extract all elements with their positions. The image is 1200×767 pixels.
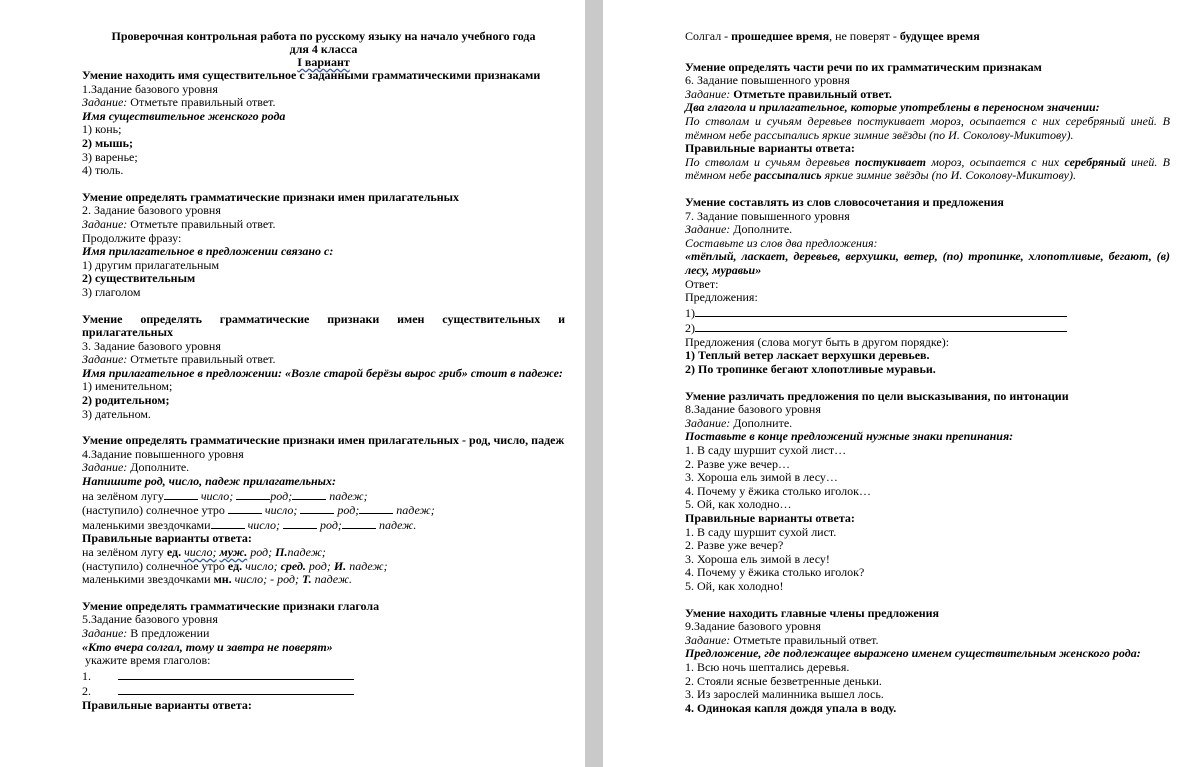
t7-skill: Умение составлять из слов словосочетания и предложения bbox=[685, 194, 1004, 209]
t6-skill: Умение определять части речи по их грамматическим признакам bbox=[685, 59, 1042, 74]
t1-task bbox=[82, 96, 565, 110]
t4-row-2-r: род; bbox=[337, 503, 360, 518]
t1-skill: Умение находить имя существительное с заданными грамматическими признаками bbox=[82, 68, 541, 82]
t4-row-3-p: падеж. bbox=[378, 517, 417, 532]
t2-opt-2: 2) существительным bbox=[82, 271, 196, 286]
page-gap bbox=[585, 0, 603, 767]
t4-row-1 bbox=[82, 489, 565, 504]
t4-task bbox=[82, 461, 565, 475]
t4-answer-3: маленькими звездочками мн. число; - род; Т. падеж. bbox=[82, 572, 352, 587]
t8-item-3: 3. Хороша ель зимой в лесу… bbox=[685, 470, 838, 485]
t8-skill: Умение различать предложения по цели высказывания, по интонации bbox=[685, 388, 1069, 403]
t8-answers-head: Правильные варианты ответа: bbox=[685, 511, 855, 525]
t5-task-label: Задание: bbox=[82, 625, 128, 640]
t5-question: «Кто вчера солгал, тому и завтра не поверят» bbox=[82, 639, 333, 654]
t1-opt-1: 1) конь; bbox=[82, 122, 122, 137]
t3-skill: Умение определять грамматические признаки имен существительных и прилагательных bbox=[82, 311, 565, 340]
sentence-line[interactable] bbox=[695, 305, 1067, 317]
t4-row-1-n: число; bbox=[200, 488, 234, 503]
blank[interactable] bbox=[359, 503, 393, 514]
t3-opt-3: 3) дательном. bbox=[82, 406, 151, 421]
t7-level: 7. Задание повышенного уровня bbox=[685, 208, 850, 223]
t4-question: Напишите род, число, падеж прилагательных: bbox=[82, 474, 336, 489]
t4-task-text: Дополните. bbox=[130, 460, 190, 475]
t4-answers-head: Правильные варианты ответа: bbox=[82, 531, 252, 546]
t2-task-label: Задание: bbox=[82, 216, 128, 231]
blank[interactable] bbox=[211, 518, 245, 529]
document-page-right bbox=[603, 0, 1200, 767]
t4-row-2-phrase: (наступило) солнечное утро bbox=[82, 503, 225, 518]
t8-level: 8.Задание базового уровня bbox=[685, 402, 821, 417]
t3-task bbox=[82, 353, 565, 367]
t6-text: По стволам и сучьям деревьев постукивает мороз, осыпается с них серебряный иней. В тёмном небе рассыпались яркие зимние звёзды (по И. Соколову-Микитову). bbox=[685, 113, 1170, 142]
t2-continue: Продолжите фразу: bbox=[82, 230, 182, 245]
t5-instr: укажите время глаголов: bbox=[85, 653, 211, 668]
t4-row-3-n: число; bbox=[247, 517, 281, 532]
t1-question: Имя существительное женского рода bbox=[82, 108, 286, 123]
t9-correct: 4. Одинокая капля дождя упала в воду. bbox=[685, 700, 897, 715]
blank[interactable] bbox=[342, 518, 376, 529]
t4-answer-1: на зелёном лугу ед. число; муж. род; П.падеж; bbox=[82, 545, 326, 559]
t7-ans-1: 1) Теплый ветер ласкает верхушки деревьев. bbox=[685, 348, 930, 363]
t4-row-3-phrase: маленькими звездочками bbox=[82, 517, 211, 532]
t8-task: Задание: Дополните. bbox=[685, 415, 793, 430]
blank[interactable] bbox=[228, 503, 262, 514]
t9-level: 9.Задание базового уровня bbox=[685, 619, 821, 634]
t9-item-1: 1. Всю ночь шептались деревья. bbox=[685, 659, 850, 674]
document-page-left bbox=[0, 0, 585, 767]
t3-opt-2: 2) родительном; bbox=[82, 393, 170, 408]
t7-blank-2: 2) bbox=[685, 320, 1170, 336]
t6-answers-head: Правильные варианты ответа: bbox=[685, 141, 855, 156]
answer-line[interactable] bbox=[118, 683, 354, 695]
t8-question: Поставьте в конце предложений нужные знаки препинания: bbox=[685, 429, 1014, 444]
t3-task-text: Отметьте правильный ответ. bbox=[130, 352, 276, 367]
t5-task-text: В предложении bbox=[130, 625, 210, 640]
variant-text: I вариант bbox=[297, 55, 350, 69]
t9-item-3: 3. Из зарослей малинника вышел лось. bbox=[685, 687, 884, 702]
t8-item-4: 4. Почему у ёжика столько иголок… bbox=[685, 483, 871, 498]
t2-skill: Умение определять грамматические признаки имен прилагательных bbox=[82, 189, 460, 204]
blank[interactable] bbox=[236, 489, 270, 500]
blank[interactable] bbox=[300, 503, 334, 514]
answer-line[interactable] bbox=[118, 668, 354, 680]
t4-skill: Умение определять грамматические признаки имен прилагательных - род, число, падеж bbox=[82, 433, 565, 448]
blank[interactable] bbox=[292, 489, 326, 500]
t2-task-text: Отметьте правильный ответ. bbox=[130, 216, 276, 231]
t7-task: Задание: Дополните. bbox=[685, 222, 793, 237]
t5-skill: Умение определять грамматические признаки глагола bbox=[82, 598, 380, 613]
t4-row-2 bbox=[82, 503, 565, 518]
t3-question: Имя прилагательное в предложении: «Возле старой берёзы вырос гриб» стоит в падеже: bbox=[82, 365, 563, 380]
t4-row-1-p: падеж; bbox=[329, 488, 368, 503]
t5-blank-2: 2. bbox=[82, 683, 565, 699]
t5-answers-head: Правильные варианты ответа: bbox=[82, 697, 252, 712]
t9-question: Предложение, где подлежащее выражено именем существительным женского рода: bbox=[685, 646, 1141, 661]
t1-level: 1.Задание базового уровня bbox=[82, 81, 218, 96]
t9-task: Задание: Отметьте правильный ответ. bbox=[685, 632, 879, 647]
t4-row-2-p: падеж; bbox=[396, 503, 435, 518]
t1-opt-2: 2) мышь; bbox=[82, 135, 134, 150]
t4-row-3 bbox=[82, 518, 565, 533]
t1-task-label: Задание: bbox=[82, 95, 128, 110]
t2-level: 2. Задание базового уровня bbox=[82, 203, 221, 218]
sentence-line[interactable] bbox=[695, 320, 1067, 332]
t5-blank-1: 1. bbox=[82, 668, 565, 684]
t6-answer: По стволам и сучьям деревьев постукивает мороз, осыпается с них серебряный иней. В тёмном небе рассыпались яркие зимние звёзды (по И. Соколову-Микитову). bbox=[685, 154, 1170, 183]
t7-ans-2: 2) По тропинке бегают хлопотливые муравьи. bbox=[685, 362, 936, 377]
t4-row-3-r: род; bbox=[320, 517, 342, 532]
t5-level: 5.Задание базового уровня bbox=[82, 612, 218, 627]
t1-task-text: Отметьте правильный ответ. bbox=[130, 95, 276, 110]
t4-task-label: Задание: bbox=[82, 460, 128, 475]
t4-row-1-phrase: на зелёном лугу bbox=[82, 488, 164, 503]
t3-opt-1: 1) именительном; bbox=[82, 379, 173, 394]
t7-answer-label: Ответ: bbox=[685, 276, 719, 291]
t9-skill: Умение находить главные члены предложения bbox=[685, 605, 940, 620]
t7-note: Предложения (слова могут быть в другом порядке): bbox=[685, 334, 950, 349]
doc-subtitle: для 4 класса bbox=[289, 42, 358, 56]
t3-level: 3. Задание базового уровня bbox=[82, 338, 221, 353]
t2-opt-3: 3) глаголом bbox=[82, 284, 141, 299]
t9-item-2: 2. Стояли ясные безветренные деньки. bbox=[685, 673, 882, 688]
t2-task bbox=[82, 218, 565, 232]
t6-task: Задание: Отметьте правильный ответ. bbox=[685, 86, 892, 101]
t8-answer-2: 2. Разве уже вечер? bbox=[685, 538, 784, 553]
t7-words: «тёплый, ласкает, деревьев, верхушки, ветер, (по) тропинке, хлопотливые, бегают, (в) лесу, муравьи» bbox=[685, 249, 1170, 277]
t5-task bbox=[82, 627, 565, 641]
t5-answer: Солгал - прошедшее время, не поверят - будущее время bbox=[685, 29, 980, 43]
t8-answer-3: 3. Хороша ель зимой в лесу! bbox=[685, 551, 830, 566]
t8-item-5: 5. Ой, как холодно… bbox=[685, 497, 792, 512]
t4-row-1-r: род; bbox=[270, 488, 293, 503]
t8-item-2: 2. Разве уже вечер… bbox=[685, 456, 790, 471]
t2-question: Имя прилагательное в предложении связано с: bbox=[82, 244, 334, 259]
t1-opt-4: 4) тюль. bbox=[82, 163, 124, 178]
t7-blank-1: 1) bbox=[685, 305, 1170, 321]
t4-level: 4.Задание повышенного уровня bbox=[82, 446, 244, 461]
blank[interactable] bbox=[164, 489, 198, 500]
t1-opt-3: 3) варенье; bbox=[82, 149, 138, 164]
t8-answer-4: 4. Почему у ёжика столько иголок? bbox=[685, 565, 865, 580]
doc-title: Проверочная контрольная работа по русскому языку на начало учебного года bbox=[111, 29, 536, 43]
t3-task-label: Задание: bbox=[82, 352, 128, 367]
t6-question: Два глагола и прилагательное, которые употреблены в переносном значении: bbox=[685, 100, 1100, 115]
t8-answer-5: 5. Ой, как холодно! bbox=[685, 578, 784, 593]
t6-level: 6. Задание повышенного уровня bbox=[685, 73, 850, 88]
t7-question: Составьте из слов два предложения: bbox=[685, 235, 878, 250]
t4-answer-2: (наступило) солнечное утро ед. число; сред. род; И. падеж; bbox=[82, 558, 388, 573]
t7-sentences-label: Предложения: bbox=[685, 290, 758, 305]
t8-answer-1: 1. В саду шуршит сухой лист. bbox=[685, 524, 837, 539]
t4-row-2-n: число; bbox=[264, 503, 298, 518]
t8-item-1: 1. В саду шуршит сухой лист… bbox=[685, 443, 847, 458]
blank[interactable] bbox=[283, 518, 317, 529]
t2-opt-1: 1) другим прилагательным bbox=[82, 257, 220, 272]
